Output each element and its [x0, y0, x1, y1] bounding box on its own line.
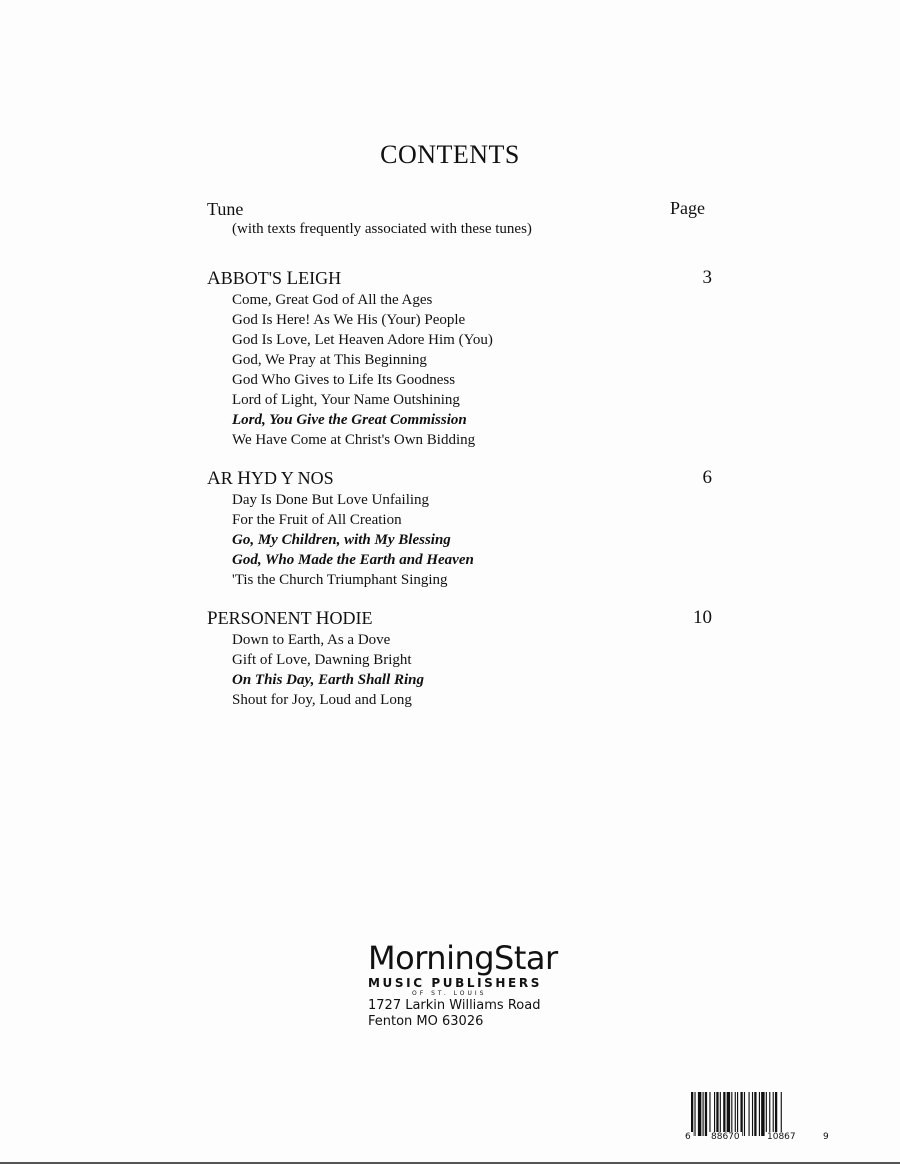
barcode-group-left: 88670	[711, 1132, 740, 1142]
barcode-bar	[766, 1092, 767, 1136]
barcode-bar	[703, 1092, 704, 1136]
barcode-bar	[761, 1092, 764, 1136]
barcode-bar	[698, 1092, 701, 1136]
barcode-bar	[769, 1092, 770, 1136]
barcode-bar	[737, 1092, 738, 1136]
barcode-bars	[683, 1092, 831, 1136]
hymn-text-item: Shout for Joy, Loud and Long	[232, 692, 412, 708]
barcode-bar	[759, 1092, 760, 1136]
barcode-bar	[691, 1092, 693, 1136]
barcode-bar	[714, 1092, 715, 1136]
hymn-text-item: God Who Gives to Life Its Goodness	[232, 372, 456, 388]
tune-column-note: (with texts frequently associated with these tunes)	[232, 221, 532, 237]
barcode-bar	[735, 1092, 736, 1136]
section-abbots-leigh	[207, 266, 712, 450]
hymn-text-item: Go, My Children, with My Blessing	[232, 532, 451, 548]
hymn-text-item: For the Fruit of All Creation	[232, 512, 402, 528]
hymn-text-item: God, We Pray at This Beginning	[232, 352, 427, 368]
barcode-digits	[683, 1132, 831, 1146]
publisher-address-city: Fenton MO 63026	[368, 1014, 484, 1029]
barcode-bar	[720, 1092, 721, 1136]
barcode	[683, 1092, 831, 1148]
text-list	[207, 630, 712, 710]
barcode-bar	[723, 1092, 725, 1136]
section-personent-hodie	[207, 606, 712, 710]
text-list	[207, 490, 712, 590]
hymn-text-item: 'Tis the Church Triumphant Singing	[232, 572, 448, 588]
tune-name: ABBOT'S LEIGH	[207, 268, 342, 289]
hymn-text-item: God Is Here! As We His (Your) People	[232, 312, 466, 328]
barcode-bar	[727, 1092, 730, 1136]
barcode-bar	[773, 1092, 774, 1136]
tune-page-number: 10	[693, 607, 712, 628]
barcode-bar	[716, 1092, 718, 1136]
barcode-bar	[705, 1092, 707, 1136]
tune-name: AR HYD Y NOS	[207, 468, 334, 489]
barcode-bar	[744, 1092, 745, 1136]
tune-name: PERSONENT HODIE	[207, 608, 373, 629]
publisher-logo	[368, 938, 568, 1030]
hymn-text-item: Come, Great God of All the Ages	[232, 292, 433, 308]
barcode-bar	[749, 1092, 750, 1136]
hymn-text-item: Lord of Light, Your Name Outshining	[232, 392, 460, 408]
hymn-text-item: God, Who Made the Earth and Heaven	[232, 552, 474, 568]
text-list	[207, 290, 712, 450]
publisher-logo-wordmark: MorningStar	[368, 939, 558, 977]
hymn-text-item: We Have Come at Christ's Own Bidding	[232, 432, 476, 448]
barcode-group-right: 10867	[767, 1132, 796, 1142]
barcode-digit-right: 9	[823, 1132, 829, 1142]
barcode-bar	[694, 1092, 695, 1136]
publisher-city: OF ST. LOUIS	[412, 990, 487, 997]
hymn-text-item: On This Day, Earth Shall Ring	[232, 672, 425, 688]
barcode-bar	[775, 1092, 777, 1136]
section-ar-hyd-y-nos	[207, 466, 712, 590]
page-title: CONTENTS	[380, 140, 520, 169]
tune-page-number: 3	[702, 267, 712, 288]
barcode-bar	[781, 1092, 782, 1136]
tune-column-header: Tune	[207, 199, 244, 219]
barcode-bar	[752, 1092, 753, 1136]
hymn-text-item: Down to Earth, As a Dove	[232, 632, 391, 648]
publisher-address-street: 1727 Larkin Williams Road	[368, 998, 541, 1013]
hymn-text-item: God Is Love, Let Heaven Adore Him (You)	[232, 332, 493, 348]
tune-page-number: 6	[702, 467, 712, 488]
barcode-digit-left: 6	[685, 1132, 691, 1142]
hymn-text-item: Gift of Love, Dawning Bright	[232, 652, 412, 668]
barcode-bar	[709, 1092, 710, 1136]
hymn-text-item: Day Is Done But Love Unfailing	[232, 492, 430, 508]
barcode-bar	[740, 1092, 742, 1136]
barcode-bar	[754, 1092, 756, 1136]
barcode-bar	[731, 1092, 732, 1136]
hymn-text-item: Lord, You Give the Great Commission	[232, 412, 467, 428]
page-column-header: Page	[670, 198, 705, 218]
publisher-name: MUSIC PUBLISHERS	[368, 976, 542, 990]
